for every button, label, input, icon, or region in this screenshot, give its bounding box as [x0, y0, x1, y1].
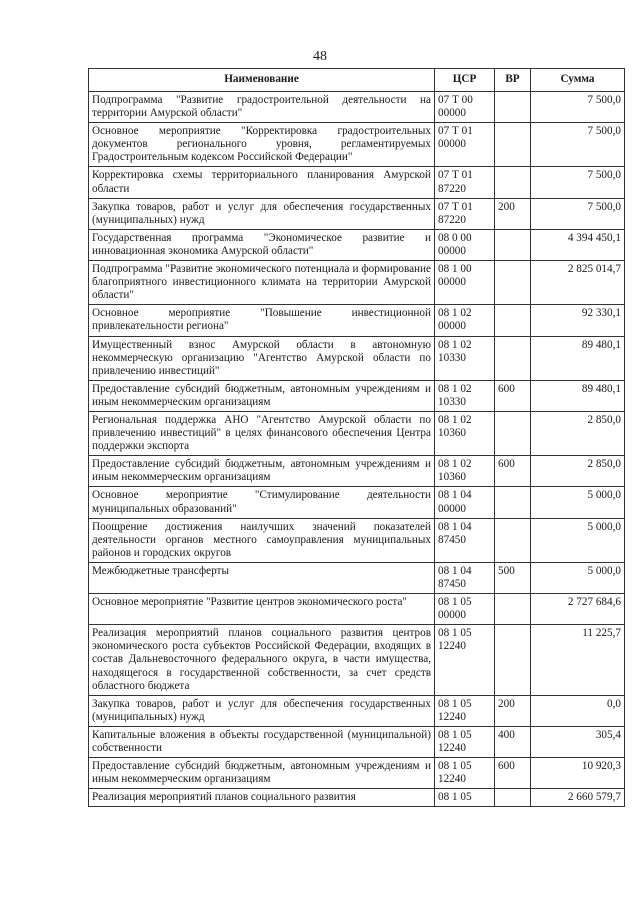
cell-sum: 7 500,0 — [531, 167, 625, 198]
cell-sum: 2 660 579,7 — [531, 789, 625, 807]
cell-vr: 600 — [495, 758, 531, 789]
cell-sum: 11 225,7 — [531, 625, 625, 695]
cell-name: Предоставление субсидий бюджетным, автономным учреждениям и иным некоммерческим организациям — [89, 456, 435, 487]
cell-csr: 08 1 05 12240 — [435, 726, 495, 757]
cell-csr: 08 1 02 10330 — [435, 380, 495, 411]
cell-sum: 92 330,1 — [531, 305, 625, 336]
header-sum: Сумма — [531, 69, 625, 92]
table-body — [89, 92, 625, 807]
cell-vr — [495, 167, 531, 198]
table-row — [89, 695, 625, 726]
cell-sum: 10 920,3 — [531, 758, 625, 789]
cell-vr — [495, 789, 531, 807]
cell-csr: 08 1 05 00000 — [435, 594, 495, 625]
cell-csr: 07 Т 00 00000 — [435, 92, 495, 123]
cell-csr: 07 Т 01 00000 — [435, 123, 495, 167]
cell-sum: 5 000,0 — [531, 518, 625, 562]
page-number: 48 — [313, 49, 327, 64]
cell-sum: 4 394 450,1 — [531, 229, 625, 260]
table-row — [89, 261, 625, 305]
cell-vr — [495, 92, 531, 123]
cell-vr: 200 — [495, 695, 531, 726]
table-row — [89, 198, 625, 229]
cell-sum: 89 480,1 — [531, 380, 625, 411]
cell-csr: 08 1 02 10360 — [435, 411, 495, 455]
table-row — [89, 789, 625, 807]
table-row — [89, 758, 625, 789]
cell-csr: 07 Т 01 87220 — [435, 198, 495, 229]
header-vr: ВР — [495, 69, 531, 92]
cell-sum: 2 727 684,6 — [531, 594, 625, 625]
header-name: Наименование — [89, 69, 435, 92]
cell-name: Поощрение достижения наилучших значений показателей деятельности органов местного самоуправления муниципальных районов и городских округов — [89, 518, 435, 562]
cell-sum: 2 825 014,7 — [531, 261, 625, 305]
cell-vr: 500 — [495, 562, 531, 593]
cell-vr — [495, 594, 531, 625]
table-row — [89, 456, 625, 487]
cell-vr — [495, 625, 531, 695]
cell-name: Основное мероприятие "Стимулирование деятельности муниципальных образований" — [89, 487, 435, 518]
cell-sum: 305,4 — [531, 726, 625, 757]
cell-name: Межбюджетные трансферты — [89, 562, 435, 593]
cell-name: Закупка товаров, работ и услуг для обеспечения государственных (муниципальных) нужд — [89, 695, 435, 726]
table-row — [89, 518, 625, 562]
cell-csr: 07 Т 01 87220 — [435, 167, 495, 198]
cell-sum: 7 500,0 — [531, 198, 625, 229]
cell-name: Подпрограмма "Развитие экономического потенциала и формирование благоприятного инвестиционного климата на территории Амурской области" — [89, 261, 435, 305]
cell-sum: 7 500,0 — [531, 92, 625, 123]
table-row — [89, 411, 625, 455]
cell-name: Закупка товаров, работ и услуг для обеспечения государственных (муниципальных) нужд — [89, 198, 435, 229]
cell-name: Предоставление субсидий бюджетным, автономным учреждениям и иным некоммерческим организациям — [89, 758, 435, 789]
cell-sum: 89 480,1 — [531, 336, 625, 380]
cell-name: Основное мероприятие "Корректировка градостроительных документов регионального уровня, регламентируемых Градостроительным кодексом Российской Федерации" — [89, 123, 435, 167]
cell-csr: 08 1 04 00000 — [435, 487, 495, 518]
table-row — [89, 625, 625, 695]
cell-vr: 200 — [495, 198, 531, 229]
cell-sum: 5 000,0 — [531, 487, 625, 518]
table-row — [89, 123, 625, 167]
cell-csr: 08 1 02 10360 — [435, 456, 495, 487]
cell-csr: 08 1 04 87450 — [435, 518, 495, 562]
table-row — [89, 726, 625, 757]
cell-csr: 08 1 05 12240 — [435, 758, 495, 789]
cell-sum: 7 500,0 — [531, 123, 625, 167]
cell-vr — [495, 123, 531, 167]
cell-name: Реализация мероприятий планов социального развития — [89, 789, 435, 807]
cell-csr: 08 1 02 00000 — [435, 305, 495, 336]
cell-vr: 600 — [495, 380, 531, 411]
cell-name: Капитальные вложения в объекты государственной (муниципальной) собственности — [89, 726, 435, 757]
table-row — [89, 487, 625, 518]
cell-csr: 08 1 05 12240 — [435, 625, 495, 695]
table-row — [89, 229, 625, 260]
cell-sum: 2 850,0 — [531, 411, 625, 455]
cell-name: Основное мероприятие "Развитие центров экономического роста" — [89, 594, 435, 625]
cell-vr — [495, 261, 531, 305]
cell-sum: 0,0 — [531, 695, 625, 726]
budget-table — [88, 68, 625, 807]
cell-vr — [495, 229, 531, 260]
cell-csr: 08 1 00 00000 — [435, 261, 495, 305]
cell-name: Основное мероприятие "Повышение инвестиционной привлекательности региона" — [89, 305, 435, 336]
cell-sum: 2 850,0 — [531, 456, 625, 487]
table-row — [89, 305, 625, 336]
cell-vr — [495, 305, 531, 336]
cell-name: Имущественный взнос Амурской области в автономную некоммерческую организацию "Агентство Амурской области по привлечению инвестиций" — [89, 336, 435, 380]
cell-vr: 400 — [495, 726, 531, 757]
cell-sum: 5 000,0 — [531, 562, 625, 593]
cell-csr: 08 1 02 10330 — [435, 336, 495, 380]
cell-name: Государственная программа "Экономическое развитие и инновационная экономика Амурской области" — [89, 229, 435, 260]
header-csr: ЦСР — [435, 69, 495, 92]
cell-vr: 600 — [495, 456, 531, 487]
cell-csr: 08 1 05 — [435, 789, 495, 807]
cell-vr — [495, 336, 531, 380]
table-row — [89, 336, 625, 380]
cell-name: Предоставление субсидий бюджетным, автономным учреждениям и иным некоммерческим организациям — [89, 380, 435, 411]
table-row — [89, 92, 625, 123]
cell-vr — [495, 487, 531, 518]
table-row — [89, 167, 625, 198]
cell-vr — [495, 518, 531, 562]
table-header-row — [89, 69, 625, 92]
cell-vr — [495, 411, 531, 455]
cell-name: Реализация мероприятий планов социального развития центров экономического роста субъектов Российской Федерации, входящих в состав Дальневосточного федерального округа, в части имущества, находящегося в государственной собственности, за счет средств областного бюджета — [89, 625, 435, 695]
cell-name: Корректировка схемы территориального планирования Амурской области — [89, 167, 435, 198]
table-row — [89, 562, 625, 593]
cell-name: Подпрограмма "Развитие градостроительной деятельности на территории Амурской области" — [89, 92, 435, 123]
table-row — [89, 594, 625, 625]
cell-name: Региональная поддержка АНО "Агентство Амурской области по привлечению инвестиций" в целях финансового обеспечения Центра поддержки экспорта — [89, 411, 435, 455]
cell-csr: 08 1 05 12240 — [435, 695, 495, 726]
cell-csr: 08 0 00 00000 — [435, 229, 495, 260]
table-row — [89, 380, 625, 411]
cell-csr: 08 1 04 87450 — [435, 562, 495, 593]
